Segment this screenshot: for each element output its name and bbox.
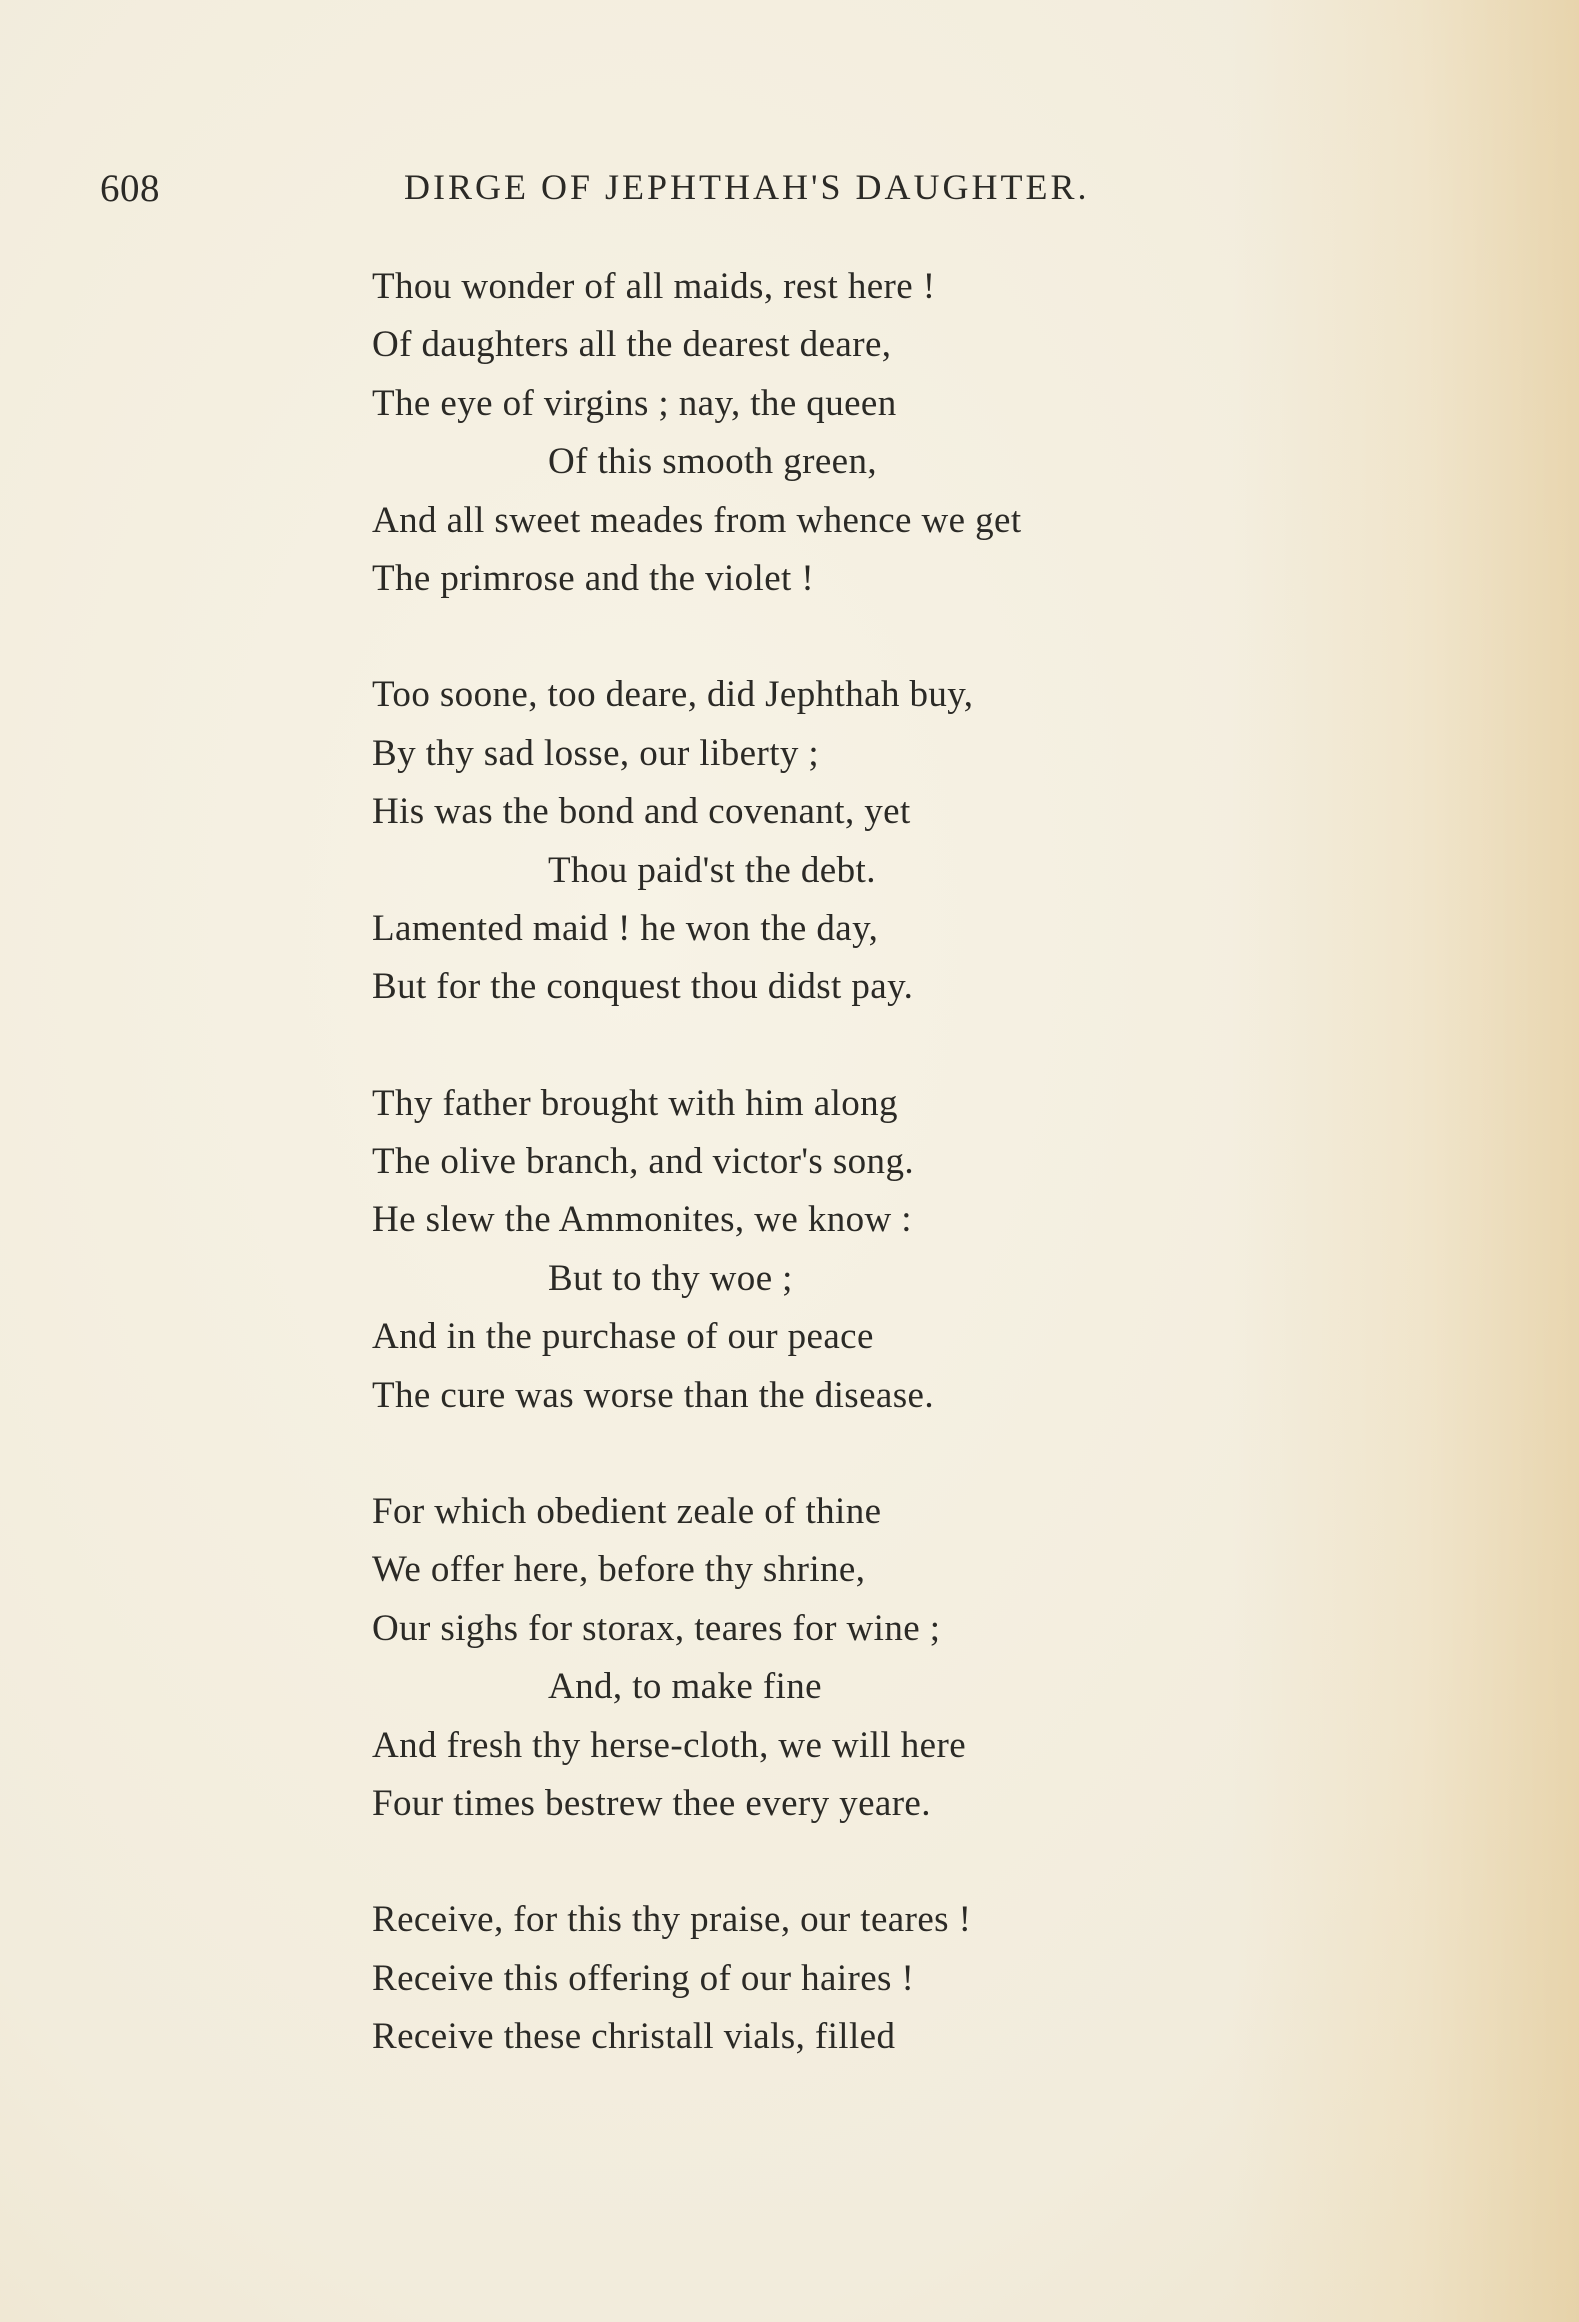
poem-line: Thou wonder of all maids, rest here !	[372, 266, 936, 307]
poem-line-indented: And, to make fine	[548, 1666, 822, 1708]
poem-line: And in the purchase of our peace	[372, 1316, 874, 1358]
stanza	[372, 1075, 1372, 1425]
stanza	[372, 1891, 1372, 2066]
poem-line: By thy sad losse, our liberty ;	[372, 732, 820, 774]
poem-line: Receive this offering of our haires !	[372, 1957, 915, 1999]
stanza	[372, 258, 1372, 608]
poem-line: Thy father brought with him along	[372, 1082, 898, 1124]
poem-line: The cure was worse than the disease.	[372, 1374, 934, 1416]
poem-line: Four times bestrew thee every yeare.	[372, 1782, 931, 1824]
poem-line: The olive branch, and victor's song.	[372, 1141, 915, 1183]
poem-line: Receive these christall vials, filled	[372, 2016, 896, 2058]
poem-line-indented: But to thy woe ;	[548, 1257, 793, 1299]
poem-line: His was the bond and covenant, yet	[372, 791, 911, 833]
poem-line: The primrose and the violet !	[372, 557, 815, 599]
poem-line: But for the conquest thou didst pay.	[372, 966, 914, 1008]
stanza	[372, 666, 1372, 1016]
stanza	[372, 1483, 1372, 1833]
poem-line: We offer here, before thy shrine,	[372, 1549, 866, 1591]
poem-line: Lamented maid ! he won the day,	[372, 907, 879, 949]
running-head	[0, 166, 1579, 218]
poem-line-indented: Of this smooth green,	[548, 441, 878, 483]
page-number: 608	[100, 167, 160, 210]
poem-line: Too soone, too deare, did Jephthah buy,	[372, 674, 974, 716]
poem-line: And fresh thy herse-cloth, we will here	[372, 1724, 967, 1766]
poem-line: And all sweet meades from whence we get	[372, 499, 1022, 541]
poem-line: Of daughters all the dearest deare,	[372, 324, 892, 366]
poem-line: Receive, for this thy praise, our teares !	[372, 1899, 972, 1941]
poem-line: For which obedient zeale of thine	[372, 1491, 882, 1533]
poem-line: He slew the Ammonites, we know :	[372, 1199, 912, 1241]
running-title: DIRGE OF JEPHTHAH'S DAUGHTER.	[404, 167, 1090, 207]
poem-line: The eye of virgins ; nay, the queen	[372, 382, 897, 424]
poem	[372, 258, 1372, 2125]
poem-line-indented: Thou paid'st the debt.	[548, 849, 876, 891]
poem-line: Our sighs for storax, teares for wine ;	[372, 1607, 941, 1649]
